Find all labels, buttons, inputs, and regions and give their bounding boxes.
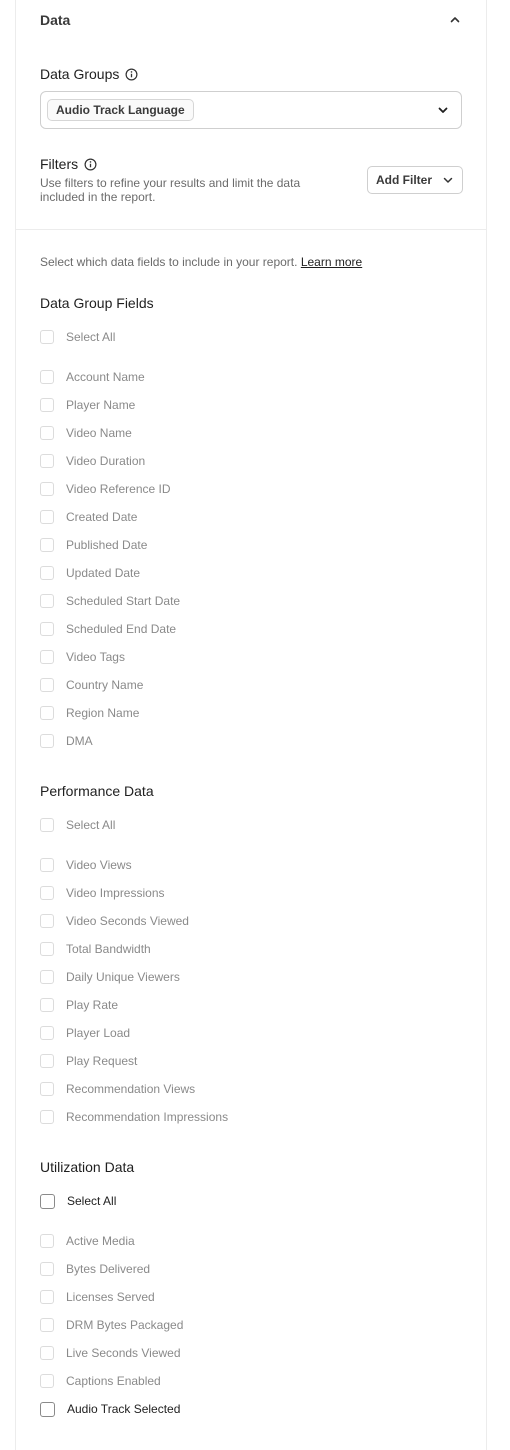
checkbox-label: DRM Bytes Packaged xyxy=(66,1318,184,1332)
checkbox[interactable] xyxy=(40,914,54,928)
intro-label: Select which data fields to include in your report. xyxy=(40,255,298,269)
checkbox-label: Captions Enabled xyxy=(66,1374,161,1388)
learn-more-link[interactable]: Learn more xyxy=(300,255,363,269)
checkbox-label: Video Duration xyxy=(66,454,146,468)
checkbox-label: Recommendation Views xyxy=(66,1082,196,1096)
data-section-header[interactable] xyxy=(40,10,462,30)
checkbox-label: Published Date xyxy=(66,538,148,552)
section-divider xyxy=(16,229,486,230)
data-groups-label: Data Groups xyxy=(40,66,120,82)
field-checkbox-row[interactable] xyxy=(40,996,118,1014)
field-checkbox-row[interactable] xyxy=(40,536,147,554)
field-checkbox-row[interactable] xyxy=(40,676,143,694)
checkbox-label: Video Name xyxy=(66,426,132,440)
checkbox[interactable] xyxy=(40,566,54,580)
checkbox[interactable] xyxy=(40,370,54,384)
checkbox-label: Bytes Delivered xyxy=(66,1262,151,1276)
field-checkbox-row[interactable] xyxy=(40,856,132,874)
group-title-utilization-data: Utilization Data xyxy=(40,1159,135,1175)
checkbox-label: Account Name xyxy=(66,370,145,384)
checkbox[interactable] xyxy=(40,1402,55,1417)
checkbox[interactable] xyxy=(40,1110,54,1124)
checkbox-label: Scheduled End Date xyxy=(66,622,177,636)
field-checkbox-row[interactable] xyxy=(40,396,135,414)
group-title-performance-data: Performance Data xyxy=(40,783,154,799)
select-all-utilization-data[interactable] xyxy=(40,1192,116,1210)
chevron-down-icon[interactable] xyxy=(437,104,449,116)
checkbox-label: Total Bandwidth xyxy=(66,942,151,956)
chevron-up-icon[interactable] xyxy=(448,13,462,27)
field-checkbox-row[interactable] xyxy=(40,1372,161,1390)
data-groups-label-row xyxy=(40,66,138,82)
checkbox-label: Country Name xyxy=(66,678,144,692)
checkbox-label: Scheduled Start Date xyxy=(66,594,181,608)
checkbox[interactable] xyxy=(40,538,54,552)
filters-help-text: Use filters to refine your results and limit the data included in the report. xyxy=(40,176,301,204)
checkbox-label: Audio Track Selected xyxy=(67,1402,181,1416)
field-checkbox-row[interactable] xyxy=(40,1316,183,1334)
checkbox-label: Live Seconds Viewed xyxy=(66,1346,181,1360)
checkbox-label: Video Reference ID xyxy=(66,482,171,496)
checkbox[interactable] xyxy=(40,510,54,524)
field-checkbox-row[interactable] xyxy=(40,1108,228,1126)
field-checkbox-row[interactable] xyxy=(40,1052,137,1070)
field-checkbox-row[interactable] xyxy=(40,968,180,986)
checkbox-label: Updated Date xyxy=(66,566,141,580)
checkbox-label: Video Views xyxy=(66,858,132,872)
checkbox[interactable] xyxy=(40,398,54,412)
field-checkbox-row[interactable] xyxy=(40,1344,181,1362)
select-all-data-group-fields[interactable] xyxy=(40,328,115,346)
field-checkbox-row[interactable] xyxy=(40,704,139,722)
field-checkbox-row[interactable] xyxy=(40,912,189,930)
add-filter-button[interactable] xyxy=(367,166,463,194)
field-checkbox-row[interactable] xyxy=(40,508,137,526)
checkbox[interactable] xyxy=(40,678,54,692)
field-checkbox-row[interactable] xyxy=(40,564,140,582)
filters-label-row xyxy=(40,156,97,172)
field-checkbox-row[interactable] xyxy=(40,1288,155,1306)
field-checkbox-row[interactable] xyxy=(40,648,125,666)
checkbox[interactable] xyxy=(40,942,54,956)
checkbox[interactable] xyxy=(40,818,54,832)
field-checkbox-row[interactable] xyxy=(40,424,132,442)
field-checkbox-row[interactable] xyxy=(40,452,145,470)
section-title: Data xyxy=(40,12,71,28)
checkbox[interactable] xyxy=(40,998,54,1012)
checkbox-label: Play Rate xyxy=(66,998,119,1012)
chevron-down-icon xyxy=(442,174,454,186)
checkbox[interactable] xyxy=(40,330,54,344)
checkbox-label: Video Seconds Viewed xyxy=(66,914,189,928)
field-checkbox-row[interactable] xyxy=(40,1400,180,1418)
field-checkbox-row[interactable] xyxy=(40,480,171,498)
field-checkbox-row[interactable] xyxy=(40,884,165,902)
checkbox-label: Player Load xyxy=(66,1026,131,1040)
data-group-chip[interactable]: Audio Track Language xyxy=(47,99,194,121)
info-icon[interactable] xyxy=(84,158,97,171)
checkbox[interactable] xyxy=(40,858,54,872)
field-checkbox-row[interactable] xyxy=(40,940,151,958)
report-data-panel xyxy=(15,0,487,1450)
checkbox[interactable] xyxy=(40,970,54,984)
checkbox[interactable] xyxy=(40,1082,54,1096)
checkbox-label: Recommendation Impressions xyxy=(66,1110,229,1124)
checkbox[interactable] xyxy=(40,1054,54,1068)
checkbox[interactable] xyxy=(40,650,54,664)
checkbox[interactable] xyxy=(40,1290,54,1304)
checkbox[interactable] xyxy=(40,1374,54,1388)
checkbox-label: Video Tags xyxy=(66,650,125,664)
checkbox[interactable] xyxy=(40,1194,55,1209)
checkbox[interactable] xyxy=(40,594,54,608)
checkbox-label: Player Name xyxy=(66,398,136,412)
add-filter-label: Add Filter xyxy=(376,173,432,187)
checkbox-label: Play Request xyxy=(66,1054,138,1068)
checkbox[interactable] xyxy=(40,482,54,496)
checkbox-label: Daily Unique Viewers xyxy=(66,970,180,984)
field-checkbox-row[interactable] xyxy=(40,620,176,638)
field-checkbox-row[interactable] xyxy=(40,732,93,750)
data-groups-select[interactable] xyxy=(40,91,462,129)
checkbox[interactable] xyxy=(40,1346,54,1360)
field-checkbox-row[interactable] xyxy=(40,1080,195,1098)
checkbox-label: Select All xyxy=(67,1194,117,1208)
checkbox[interactable] xyxy=(40,1262,54,1276)
checkbox-label: Video Impressions xyxy=(66,886,165,900)
group-title-data-group-fields: Data Group Fields xyxy=(40,295,154,311)
filters-label: Filters xyxy=(40,156,79,172)
checkbox[interactable] xyxy=(40,622,54,636)
field-checkbox-row[interactable] xyxy=(40,1260,150,1278)
checkbox[interactable] xyxy=(40,734,54,748)
info-icon[interactable] xyxy=(125,68,138,81)
select-all-performance-data[interactable] xyxy=(40,816,115,834)
field-checkbox-row[interactable] xyxy=(40,1232,135,1250)
checkbox-label: Select All xyxy=(66,330,116,344)
checkbox-label: Select All xyxy=(66,818,116,832)
checkbox[interactable] xyxy=(40,426,54,440)
checkbox[interactable] xyxy=(40,706,54,720)
checkbox-label: Region Name xyxy=(66,706,140,720)
intro-text xyxy=(40,255,362,269)
checkbox[interactable] xyxy=(40,1234,54,1248)
checkbox-label: Licenses Served xyxy=(66,1290,155,1304)
checkbox[interactable] xyxy=(40,1318,54,1332)
field-checkbox-row[interactable] xyxy=(40,592,180,610)
field-checkbox-row[interactable] xyxy=(40,368,145,386)
checkbox-label: DMA xyxy=(66,734,93,748)
checkbox[interactable] xyxy=(40,886,54,900)
checkbox-label: Active Media xyxy=(66,1234,135,1248)
checkbox-label: Created Date xyxy=(66,510,138,524)
checkbox[interactable] xyxy=(40,454,54,468)
field-checkbox-row[interactable] xyxy=(40,1024,130,1042)
checkbox[interactable] xyxy=(40,1026,54,1040)
